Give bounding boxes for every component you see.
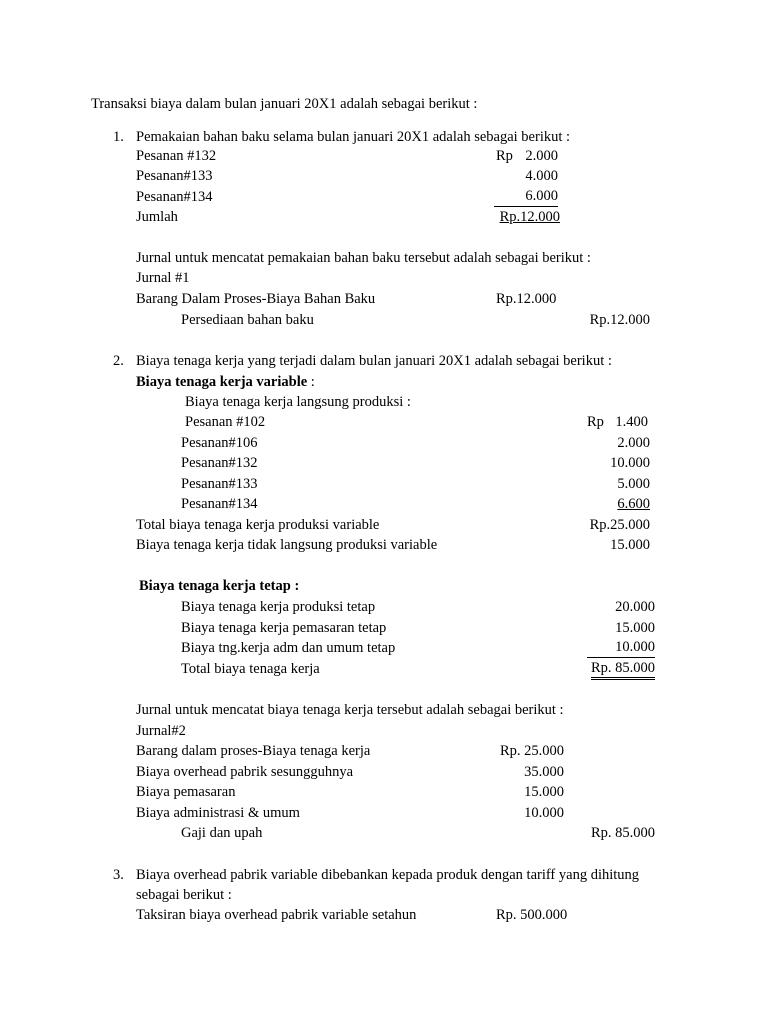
s1-journal-title: Jurnal #1: [136, 270, 190, 286]
s2-indirect-value: 15.000: [610, 537, 650, 553]
s1-journal-intro: Jurnal untuk mencatat pemakaian bahan baku tersebut adalah sebagai berikut :: [136, 250, 591, 266]
s3-row-value: Rp. 500.000: [496, 907, 568, 923]
s2-journal-row-value: 35.000: [524, 764, 564, 780]
s2-journal-row-label: Biaya pemasaran: [136, 784, 236, 800]
section-1-heading: Pemakaian bahan baku selama bulan januari 20X1 adalah sebagai berikut :: [136, 129, 571, 145]
s1-row-value-underlined: 6.000: [494, 187, 558, 207]
s1-row-prefix: Rp: [496, 148, 513, 164]
s2-journal-row-value: 10.000: [524, 805, 564, 821]
s2-fixed-row-label: Biaya tenaga kerja pemasaran tetap: [181, 620, 387, 636]
s1-journal-credit-value: Rp.12.000: [589, 312, 650, 328]
s2-fixed-title: Biaya tenaga kerja tetap :: [139, 578, 300, 594]
s2-fixed-row-value: 15.000: [615, 620, 655, 636]
s2-journal-row-label: Barang dalam proses-Biaya tenaga kerja: [136, 743, 371, 759]
s2-direct-row-value: 10.000: [610, 455, 650, 471]
s2-fixed-row-label: Biaya tng.kerja adm dan umum tetap: [181, 640, 396, 656]
s2-variable-colon: :: [307, 374, 315, 390]
section-3-number: 3.: [113, 867, 124, 883]
s2-journal-credit-value: Rp. 85.000: [590, 825, 655, 841]
s2-total-value: Rp. 85.000: [591, 659, 655, 680]
s1-journal-credit-label: Persediaan bahan baku: [181, 312, 314, 328]
section-2-heading: Biaya tenaga kerja yang terjadi dalam bulan januari 20X1 adalah sebagai berikut :: [136, 353, 612, 369]
s2-direct-row-label: Pesanan#106: [181, 435, 258, 451]
s1-total-value: Rp.12.000: [499, 209, 560, 225]
intro-text: Transaksi biaya dalam bulan januari 20X1 adalah sebagai berikut :: [91, 96, 478, 112]
s2-direct-title: Biaya tenaga kerja langsung produksi :: [185, 394, 411, 410]
s2-variable-title: Biaya tenaga kerja variable: [136, 374, 308, 390]
s2-direct-row-label: Pesanan#133: [181, 476, 258, 492]
s2-fixed-row-value-underlined: 10.000: [587, 638, 655, 658]
s2-total-variable-value: Rp.25.000: [589, 517, 650, 533]
section-1-number: 1.: [113, 129, 124, 145]
s1-row-label: Pesanan #132: [136, 148, 217, 164]
section-2-number: 2.: [113, 353, 124, 369]
s2-fixed-row-label: Biaya tenaga kerja produksi tetap: [181, 599, 376, 615]
s1-total-label: Jumlah: [136, 209, 178, 225]
s2-total-label: Total biaya tenaga kerja: [181, 661, 320, 677]
s2-variable-title-wrap: [136, 372, 315, 392]
s2-journal-row-value: 15.000: [524, 784, 564, 800]
s2-direct-row-label: Pesanan#132: [181, 455, 258, 471]
s2-journal-intro: Jurnal untuk mencatat biaya tenaga kerja tersebut adalah sebagai berikut :: [136, 702, 564, 718]
s2-journal-row-label: Biaya administrasi & umum: [136, 805, 300, 821]
s1-row-value: 2.000: [525, 148, 558, 164]
s1-row-label: Pesanan#134: [136, 189, 213, 205]
section-3-line-2: sebagai berikut :: [136, 887, 232, 903]
s1-journal-debit-label: Barang Dalam Proses-Biaya Bahan Baku: [136, 291, 376, 307]
s2-direct-row-label: Pesanan #102: [185, 414, 266, 430]
s2-direct-row-label: Pesanan#134: [181, 496, 258, 512]
s2-journal-row-value: Rp. 25.000: [499, 743, 564, 759]
s2-fixed-row-value: 20.000: [615, 599, 655, 615]
s2-direct-row-value: 2.000: [617, 435, 650, 451]
s2-direct-row-prefix: Rp: [587, 414, 604, 430]
s2-total-variable-label: Total biaya tenaga kerja produksi variable: [136, 517, 380, 533]
s2-indirect-label: Biaya tenaga kerja tidak langsung produksi variable: [136, 537, 438, 553]
s3-row-label: Taksiran biaya overhead pabrik variable setahun: [136, 907, 417, 923]
s2-direct-row-value: 5.000: [617, 476, 650, 492]
s2-journal-title: Jurnal#2: [136, 723, 186, 739]
section-3-line-1: Biaya overhead pabrik variable dibebankan kepada produk dengan tariff yang dihitung: [136, 867, 640, 883]
s2-direct-row-value: 1.400: [615, 414, 648, 430]
s1-journal-debit-value: Rp.12.000: [496, 291, 557, 307]
s2-direct-row-value-underlined: 6.600: [617, 496, 650, 512]
s2-journal-row-label: Biaya overhead pabrik sesungguhnya: [136, 764, 354, 780]
s2-journal-credit-label: Gaji dan upah: [181, 825, 263, 841]
s1-row-value: 4.000: [525, 168, 558, 184]
s1-row-label: Pesanan#133: [136, 168, 213, 184]
